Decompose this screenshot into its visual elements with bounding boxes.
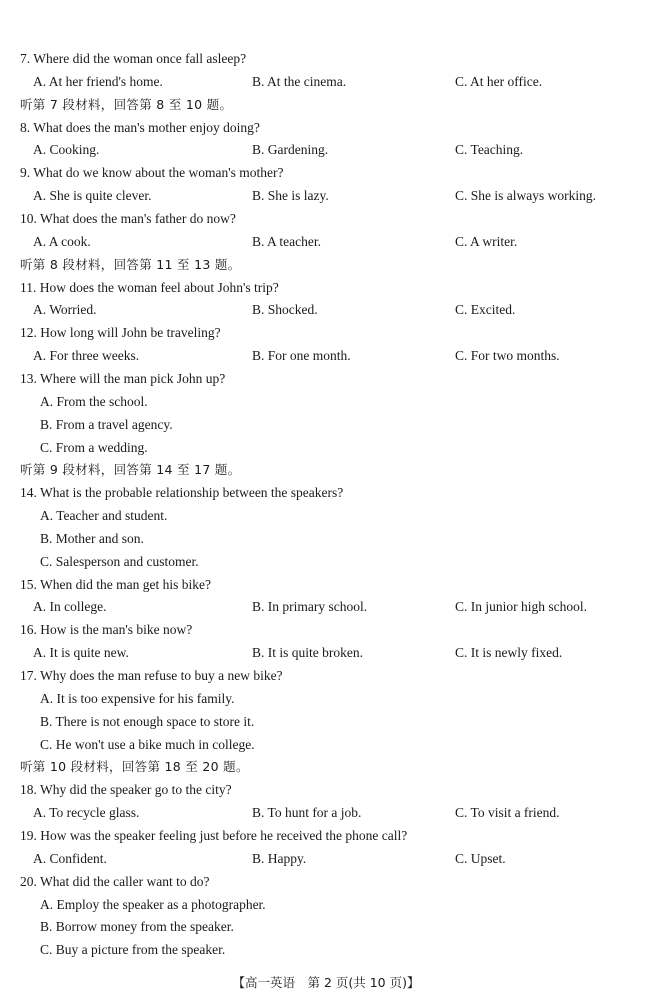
option-b: B. It is quite broken. xyxy=(252,645,363,661)
options-row xyxy=(0,140,652,160)
option-text: A. From the school. xyxy=(40,393,148,409)
option-b: B. She is lazy. xyxy=(252,188,329,204)
question-line xyxy=(0,209,652,229)
question-text: 20. What did the caller want to do? xyxy=(20,873,210,889)
option-text: B. From a travel agency. xyxy=(40,416,173,432)
question-text: 8. What does the man's mother enjoy doing? xyxy=(20,119,260,135)
option-text: B. There is not enough space to store it. xyxy=(40,713,255,729)
question-text: 12. How long will John be traveling? xyxy=(20,325,221,341)
option-line xyxy=(0,689,652,709)
page-footer: 【高一英语 第 2 页(共 10 页)】 xyxy=(232,975,420,990)
question-line xyxy=(0,666,652,686)
options-row xyxy=(0,597,652,617)
option-a: A. Confident. xyxy=(33,850,107,866)
option-c: C. In junior high school. xyxy=(455,599,587,615)
option-a: A. It is quite new. xyxy=(33,645,129,661)
question-line xyxy=(0,163,652,183)
options-row xyxy=(0,849,652,869)
option-text: A. Teacher and student. xyxy=(40,508,168,523)
options-row xyxy=(0,300,652,320)
option-b: B. Gardening. xyxy=(252,142,329,158)
option-a: A. For three weeks. xyxy=(33,348,140,364)
option-line xyxy=(0,917,652,937)
question-text: 14. What is the probable relationship between the speakers? xyxy=(20,485,344,501)
option-text: C. From a wedding. xyxy=(40,439,148,455)
option-a: A. She is quite clever. xyxy=(33,188,152,204)
option-line xyxy=(0,895,652,915)
option-line xyxy=(0,529,652,549)
question-line xyxy=(0,369,652,389)
question-text: 17. Why does the man refuse to buy a new bike? xyxy=(20,668,283,683)
section-instruction-text: 听第 7 段材料，回答第 8 至 10 题。 xyxy=(20,96,233,112)
option-text: C. Buy a picture from the speaker. xyxy=(40,942,226,958)
question-line xyxy=(0,483,652,503)
question-text: 18. Why did the speaker go to the city? xyxy=(20,782,232,798)
question-text: 11. How does the woman feel about John's trip? xyxy=(20,279,279,295)
question-text: 9. What do we know about the woman's mother? xyxy=(20,165,284,181)
option-c: C. At her office. xyxy=(455,73,543,89)
option-a: A. A cook. xyxy=(33,233,91,249)
options-row xyxy=(0,232,652,252)
option-text: B. Mother and son. xyxy=(40,530,144,546)
question-text: 19. How was the speaker feeling just before he received the phone call? xyxy=(20,827,408,843)
question-text: 16. How is the man's bike now? xyxy=(20,622,193,638)
option-b: B. At the cinema. xyxy=(252,73,347,89)
question-line xyxy=(0,826,652,846)
option-line xyxy=(0,940,652,960)
question-line xyxy=(0,872,652,892)
option-text: A. Employ the speaker as a photographer. xyxy=(40,896,266,912)
option-a: A. To recycle glass. xyxy=(33,805,140,821)
question-line xyxy=(0,278,652,298)
question-line xyxy=(0,780,652,800)
options-row xyxy=(0,803,652,823)
question-text: 13. Where will the man pick John up? xyxy=(20,370,226,386)
option-b: B. A teacher. xyxy=(252,233,321,249)
option-text: C. Salesperson and customer. xyxy=(40,553,199,569)
options-row xyxy=(0,186,652,206)
option-c: C. For two months. xyxy=(455,348,560,364)
option-text: A. It is too expensive for his family. xyxy=(40,690,235,706)
section-instruction-text: 听第 8 段材料，回答第 11 至 13 题。 xyxy=(20,256,241,272)
option-line xyxy=(0,392,652,412)
option-text: C. He won't use a bike much in college. xyxy=(40,736,255,752)
question-line xyxy=(0,575,652,595)
option-line xyxy=(0,506,652,526)
option-line xyxy=(0,712,652,732)
question-text: 7. Where did the woman once fall asleep? xyxy=(20,51,247,66)
option-b: B. Shocked. xyxy=(252,302,318,318)
option-b: B. Happy. xyxy=(252,850,307,866)
section-instruction xyxy=(0,757,652,777)
option-a: A. Cooking. xyxy=(33,142,100,158)
option-b: B. For one month. xyxy=(252,348,351,364)
option-c: C. Teaching. xyxy=(455,142,524,158)
option-c: C. Excited. xyxy=(455,302,516,318)
options-row xyxy=(0,72,652,92)
option-c: C. A writer. xyxy=(455,233,518,249)
option-a: A. Worried. xyxy=(33,302,97,318)
question-line xyxy=(0,323,652,343)
question-line xyxy=(0,118,652,138)
question-text: 15. When did the man get his bike? xyxy=(20,576,211,592)
question-text: 10. What does the man's father do now? xyxy=(20,211,236,226)
option-c: C. To visit a friend. xyxy=(455,805,560,821)
option-c: C. She is always working. xyxy=(455,188,596,204)
option-b: B. To hunt for a job. xyxy=(252,805,362,821)
option-text: B. Borrow money from the speaker. xyxy=(40,919,234,935)
option-a: A. In college. xyxy=(33,599,107,615)
option-c: C. It is newly fixed. xyxy=(455,645,563,661)
option-c: C. Upset. xyxy=(455,850,506,866)
option-b: B. In primary school. xyxy=(252,599,368,615)
option-a: A. At her friend's home. xyxy=(33,73,163,89)
option-line xyxy=(0,438,652,458)
question-line xyxy=(0,620,652,640)
section-instruction xyxy=(0,460,652,480)
option-line xyxy=(0,415,652,435)
section-instruction xyxy=(0,255,652,275)
section-instruction-text: 听第 10 段材料，回答第 18 至 20 题。 xyxy=(20,759,249,775)
option-line xyxy=(0,552,652,572)
option-line xyxy=(0,735,652,755)
question-line xyxy=(0,49,652,69)
section-instruction-text: 听第 9 段材料，回答第 14 至 17 题。 xyxy=(20,462,241,478)
options-row xyxy=(0,643,652,663)
section-instruction xyxy=(0,95,652,115)
options-row xyxy=(0,346,652,366)
